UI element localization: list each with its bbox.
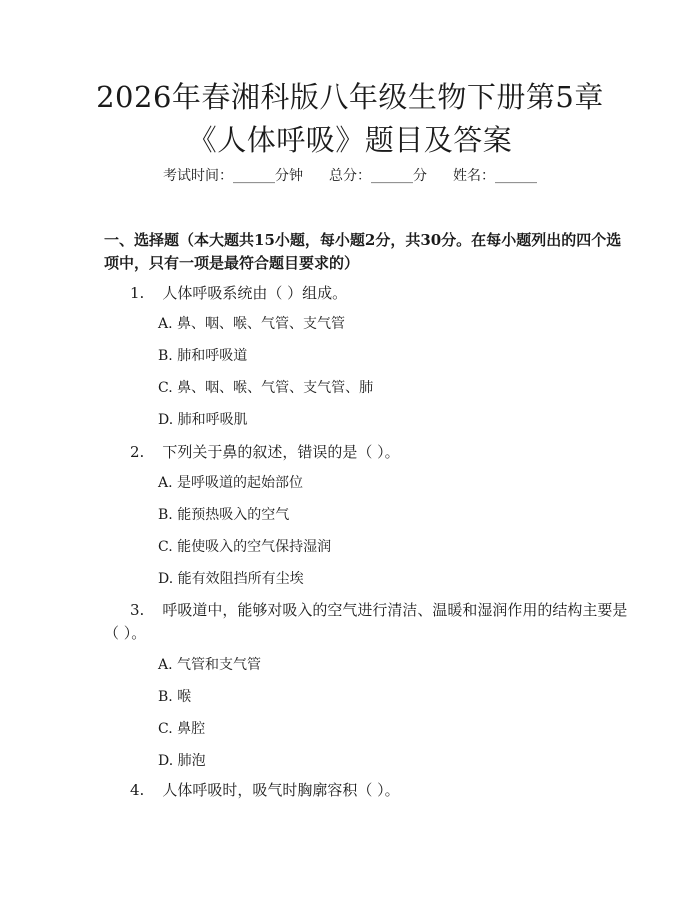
question-1	[104, 282, 634, 305]
question-4	[104, 779, 634, 802]
exam-score-label: 总分：______分	[329, 168, 427, 184]
option-c: C. 能使吸入的空气保持湿润	[158, 539, 332, 555]
option-d: D. 能有效阻挡所有尘埃	[158, 571, 304, 587]
question-number: 2.	[130, 443, 145, 461]
option-d: D. 肺和呼吸肌	[158, 412, 248, 428]
option-c: C. 鼻腔	[158, 721, 206, 737]
option-c: C. 鼻、咽、喉、气管、支气管、肺	[158, 380, 374, 396]
question-text: 人体呼吸系统由（ ）组成。	[162, 284, 348, 302]
option-b: B. 肺和呼吸道	[158, 348, 248, 364]
exam-time-label: 考试时间：______分钟	[163, 168, 303, 184]
option-d: D. 肺泡	[158, 753, 206, 769]
question-number: 3.	[130, 601, 145, 619]
question-2	[104, 441, 634, 464]
option-b: B. 能预热吸入的空气	[158, 507, 290, 523]
question-text: 呼吸道中，能够对吸入的空气进行清洁、温暖和湿润作用的结构主要是（ ）。	[104, 601, 628, 642]
document-title: 2026年春湘科版八年级生物下册第5章《人体呼吸》题目及答案	[96, 80, 604, 157]
question-text: 人体呼吸时，吸气时胸廓容积（ ）。	[162, 781, 400, 799]
option-b: B. 喉	[158, 689, 192, 705]
exam-name-label: 姓名：______	[453, 168, 537, 184]
question-number: 4.	[130, 781, 145, 799]
section-heading: 一、选择题（本大题共15小题，每小题2分，共30分。在每小题列出的四个选项中，只有一项是最符合题目要求的）	[104, 231, 622, 272]
option-a: A. 气管和支气管	[158, 657, 262, 673]
exam-meta	[0, 166, 700, 186]
option-a: A. 是呼吸道的起始部位	[158, 475, 304, 491]
option-a: A. 鼻、咽、喉、气管、支气管	[158, 316, 346, 332]
question-3	[104, 599, 634, 645]
question-text: 下列关于鼻的叙述，错误的是（ ）。	[162, 443, 400, 461]
question-number: 1.	[130, 284, 145, 302]
